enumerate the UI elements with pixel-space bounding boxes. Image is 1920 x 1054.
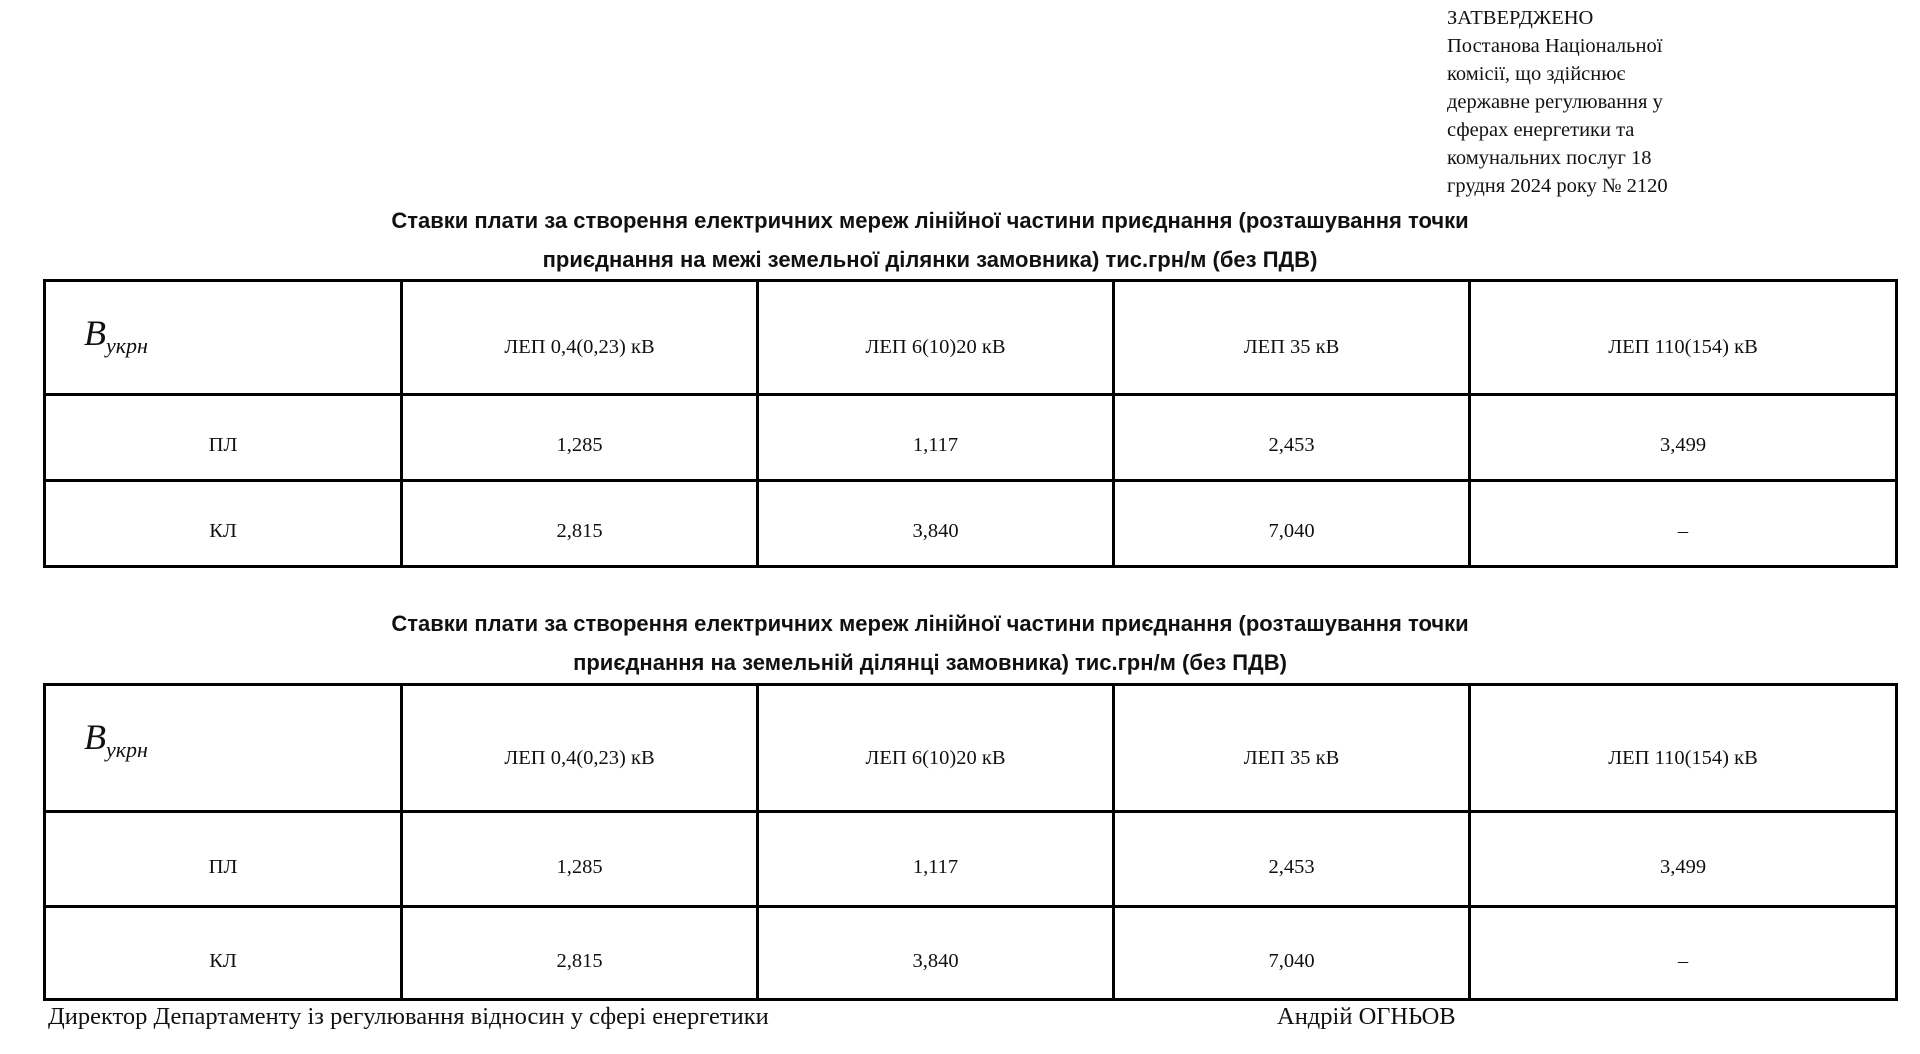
b-symbol: $B_{укрн}$ [84,313,148,358]
approval-block [1447,4,1717,200]
table-1-title-line: Ставки плати за створення електричних мереж лінійної частини приєднання (розташування точки [391,208,1469,233]
rates-table-2 [43,683,1898,1001]
table-cell: 2,815 [402,907,758,1000]
column-header: ЛЕП 6(10)20 кВ [758,685,1114,812]
row-label: КЛ [45,907,402,1000]
table-cell: 7,040 [1114,907,1470,1000]
table-cell: 3,840 [758,907,1114,1000]
table-cell: 3,840 [758,481,1114,567]
table-cell: 1,285 [402,812,758,907]
table-cell: 1,117 [758,395,1114,481]
table-cell: – [1470,907,1897,1000]
row-label: ПЛ [45,812,402,907]
table-1-title-line: приєднання на межі земельної ділянки замовника) тис.грн/м (без ПДВ) [542,247,1318,272]
table-cell: – [1470,481,1897,567]
column-header: ЛЕП 0,4(0,23) кВ [402,685,758,812]
table-row [45,907,1897,1000]
column-header: ЛЕП 35 кВ [1114,281,1470,395]
b-symbol: $B_{укрн}$ [84,717,148,762]
approval-line: ЗАТВЕРДЖЕНО [1447,7,1594,29]
row-label: ПЛ [45,395,402,481]
corner-cell [45,281,402,395]
table-row [45,395,1897,481]
table-cell: 2,453 [1114,812,1470,907]
table-cell: 2,815 [402,481,758,567]
table-header-row [45,281,1897,395]
table-2-title-line: приєднання на земельній ділянці замовника) тис.грн/м (без ПДВ) [573,650,1287,675]
table-row [45,812,1897,907]
approval-line: комунальних послуг 18 [1447,147,1652,169]
table-header-row [45,685,1897,812]
column-header: ЛЕП 6(10)20 кВ [758,281,1114,395]
signatory-position: Директор Департаменту із регулювання відносин у сфері енергетики [48,1003,769,1030]
table-cell: 1,117 [758,812,1114,907]
corner-cell [45,685,402,812]
rates-table-1 [43,279,1898,568]
table-cell: 3,499 [1470,395,1897,481]
row-label: КЛ [45,481,402,567]
signatory-name: Андрій ОГНЬОВ [1277,1003,1456,1030]
table-2-title [0,604,1860,682]
approval-line: державне регулювання у [1447,91,1663,113]
approval-line: грудня 2024 року № 2120 [1447,175,1668,197]
column-header: ЛЕП 110(154) кВ [1470,685,1897,812]
table-2-title-line: Ставки плати за створення електричних мереж лінійної частини приєднання (розташування точки [391,611,1469,636]
approval-line: Постанова Національної [1447,35,1663,57]
table-cell: 2,453 [1114,395,1470,481]
table-cell: 1,285 [402,395,758,481]
column-header: ЛЕП 0,4(0,23) кВ [402,281,758,395]
table-cell: 7,040 [1114,481,1470,567]
approval-line: сферах енергетики та [1447,119,1635,141]
column-header: ЛЕП 110(154) кВ [1470,281,1897,395]
column-header: ЛЕП 35 кВ [1114,685,1470,812]
approval-line: комісії, що здійснює [1447,63,1626,85]
table-row [45,481,1897,567]
table-1-title [0,201,1860,279]
table-cell: 3,499 [1470,812,1897,907]
